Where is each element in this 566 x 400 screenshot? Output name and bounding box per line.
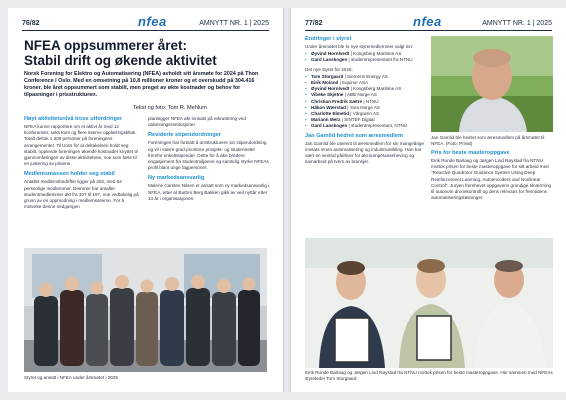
- right-column-1: [305, 36, 425, 169]
- page-number: 77/82: [305, 20, 323, 27]
- section-heading: Reviderte stipendordninger: [148, 132, 222, 139]
- list-item: • Mariann Merz | SINTEF Digital: [305, 117, 425, 123]
- paragraph: Antallet medlemsbedrifter ligger på 302, med 64 personlige medlemmer. Demmer har antallet studentmedlemmer økt fra 307 til 197, noe vedtakelig på grunn av en oppmodning i medlemssiterne. For å motvirke denne nedgangen: [24, 179, 139, 210]
- section-heading: Endringer i styret: [305, 36, 352, 42]
- list-item: • Christian Fredrik Sætre | NTNU: [305, 99, 425, 105]
- left-page: [8, 8, 283, 392]
- paragraph: Malene Carsten Nilsen er ansatt som ny markedsansvarlig i NFEA, etter at Barbro Berg Bakken gikk av ved nyttår etter 14 år i organisasjonen.: [148, 183, 270, 201]
- right-column-2: [431, 150, 553, 205]
- list-item: • Tom Storgaard | Siemens Energy AS: [305, 74, 425, 80]
- portrait-photo-image: [431, 36, 553, 132]
- list-item: • Øyvind Hornlvedt | Kongsberg Maritime AS: [305, 51, 425, 57]
- group-photo-image: [24, 248, 267, 372]
- paragraph: planlegger NFEA økt innsats på rekruttering ved utdanningsinstitusjoner.: [148, 116, 246, 128]
- award-photo-image: [305, 238, 553, 368]
- list-item: • Gard Lanskogen | studentrepresentant fra NTNU: [305, 57, 425, 63]
- paragraph: Eirik Runde Barlaug og Jørgen Lind Røystad fra NTNU mottok prisen for beste masteroppgave for sitt arbeid med "Reactive Quadrotor Guidance System Using Deep Reinforcement Learning, Autoencoders and Nonlinear Control". Juryen fremhevet oppgavens grundige tilnærming til autonom dronekontroll og dens relevans for fremtidens automatiseringsløsninger.: [431, 158, 552, 201]
- right-page: [291, 8, 566, 392]
- paragraph: Under årsmøtet ble to nye styremedlemmer valgt inn:: [305, 44, 414, 49]
- board-list: [305, 74, 425, 130]
- page-header: [22, 14, 269, 30]
- left-column-1: [24, 116, 142, 214]
- section-heading: Høyt aktivitetsnivå tross utfordringer: [24, 116, 123, 122]
- list-item: • Øyvind Hornlvedt | Kongsberg Maritime AS: [305, 86, 425, 92]
- issue-label: AMNYTT NR. 1 | 2025: [199, 20, 269, 27]
- page-fold: [283, 8, 291, 392]
- list-item: • Håkon Wærstad | Yara Norge AS: [305, 105, 425, 111]
- photo-caption: Eirik Runde Barlaug og Jørgen Lind Røystad fra NTNU mottok prisen for beste masteroppgave. Her sammen med NFEAs styreleder Tom Storgaard.: [305, 370, 553, 381]
- left-column-2: [148, 116, 270, 206]
- section-heading: Jan Gamlid hedret som æresmedlem: [305, 132, 403, 139]
- paragraph: NFEA kunne rapportere om et aktivt år med 12 konferanser, seks kurs og flere interne opplæringstiltak. Totalt deltok 1.309 personer på foreningens arrangementer. Til tross for at deltakelsen holdt seg stabilt, opplevde foreningen økende kostnader knyttet til gjennomføringen av disse aktivitetene, noe som førte til en justering av prisene.: [24, 124, 138, 167]
- award-photo: [305, 238, 553, 368]
- header-rule: [305, 30, 552, 31]
- article-lead: Norsk Forening for Elektro og Automatisering (NFEA) avholdt sitt årsmøte for 2024 på Thon Conference i Oslo. Med en omsetning på 10,8 millioner kroner og et overskudd på 304.416 kroner, ble året oppsummert som stabilt, men preget av økte kostnader og behov for tilpasninger i prisstrukturen.: [24, 71, 259, 98]
- paragraph: Det nye styret for 2025:: [305, 66, 353, 72]
- header-rule: [22, 30, 269, 31]
- paragraph: Jan Gamlid ble utnevnt til æresmedlem for sin mangeårige innsats innen automatisering og industriutvikling. Han har vært en sentral pådriver for økt kompetanseheving og samarbeid på tvers av bransjer.: [305, 140, 424, 165]
- list-item: • Charlotte Elmetid | Vårgrønn AS: [305, 111, 425, 117]
- paragraph: Foreningen har fortsatt å omstrukturere sin stipendordning og vil i større grad prioritere prosjekt- og studentrette fremfor enkeltstipender. Dette for å øke bredere engasjement fra studentmiljøene og samtidig styrke NFEAs profil blant unge fagpersoner.: [148, 140, 269, 171]
- group-photo: [24, 248, 267, 372]
- nfea-logo: nfea: [413, 14, 442, 29]
- section-heading: Medlemsmassen holder seg stabil: [24, 171, 115, 178]
- page-number: 76/82: [22, 20, 40, 27]
- article-title: NFEA oppsummerer året: Stabil drift og økende aktivitet: [24, 38, 217, 68]
- section-heading: Ny markedsansvarlig: [148, 175, 205, 182]
- list-item: • Eirik Moland | Equinor ASA: [305, 80, 425, 86]
- nfea-logo: nfea: [138, 14, 167, 29]
- photo-caption: Jan Gamlid ble hedret som æresmedlem på årsmøtet til NFEA. (Foto: Privat): [431, 135, 545, 146]
- list-item: • Vibeke Skjetne | ABB Norge AS: [305, 92, 425, 98]
- new-members-list: [305, 51, 425, 63]
- article-author: Tekst og foto: Tom R. Mehlum: [133, 105, 207, 111]
- issue-label: AMNYTT NR. 1 | 2025: [482, 20, 552, 27]
- page-header: [305, 14, 552, 30]
- portrait-photo: [431, 36, 553, 132]
- photo-caption: Styret og ansatt i NFEA under årsmøtet i 2025: [24, 375, 118, 380]
- section-heading: Pris for beste masteroppgave: [431, 150, 510, 156]
- list-item: • Gard Lanskogen | studentrepresentant, NTNU: [305, 123, 425, 129]
